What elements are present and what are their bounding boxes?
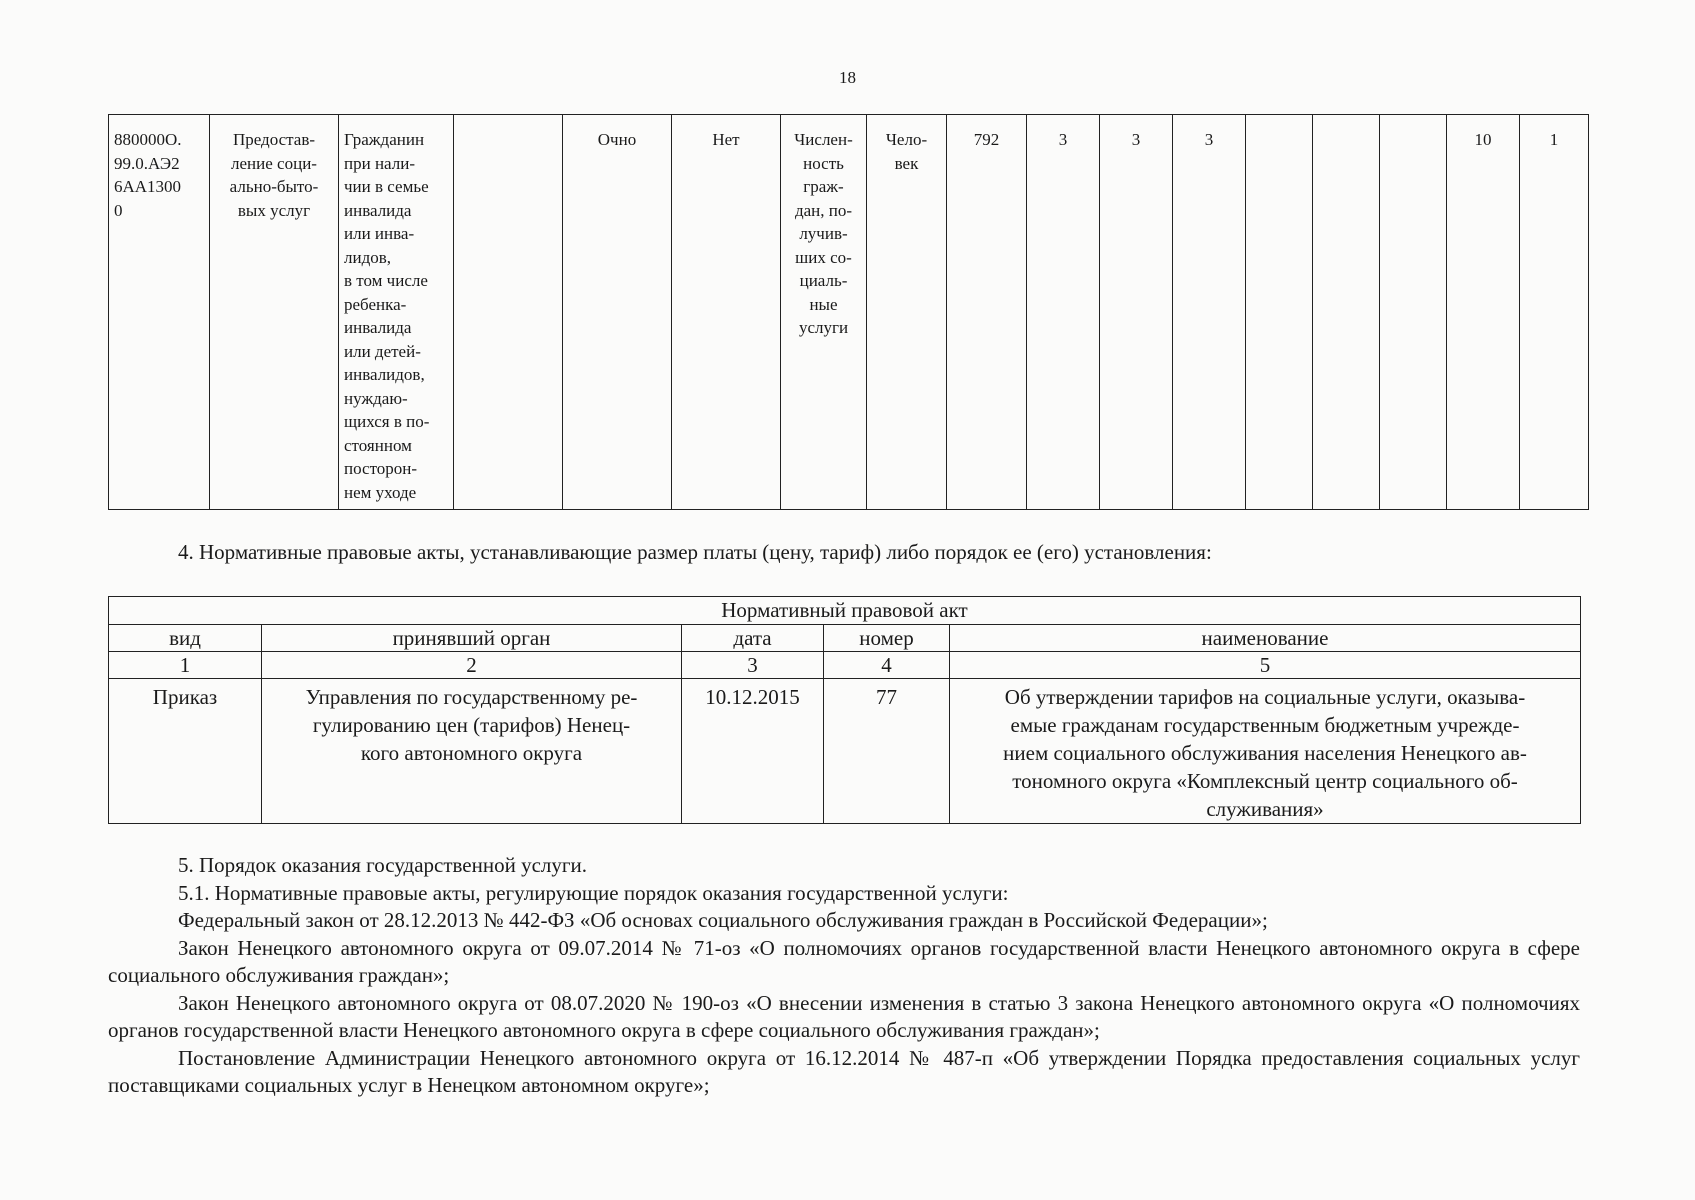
value-cell: 3 [1173, 115, 1246, 510]
recipient-category-cell: Гражданин при нали- чии в семье инвалида или инва- лидов, в том числе ребенка- инвалида или детей- инвалидов, нуждаю- щихся в по- стоянном посторон- нем уходе [339, 115, 454, 510]
value-cell [1246, 115, 1313, 510]
empty-cell [454, 115, 563, 510]
table-row [109, 115, 1589, 510]
table-row [109, 679, 1581, 824]
legal-act-paragraph: Закон Ненецкого автономного округа от 08.07.2020 № 190-оз «О внесении изменения в статью 3 закона Ненецкого автономного округа «О полномочиях органов государственной власти Ненецкого автономного округа в сфере социального обслуживания граждан»; [108, 990, 1580, 1042]
registry-code-cell: 880000О. 99.0.АЭ2 6АА1300 0 [109, 115, 210, 510]
value-cell: 3 [1027, 115, 1100, 510]
column-header: вид [109, 625, 262, 652]
legal-act-table [108, 596, 1581, 824]
column-header: номер [824, 625, 950, 652]
condition-cell: Нет [672, 115, 781, 510]
value-cell: 3 [1100, 115, 1173, 510]
table-title: Нормативный правовой акт [109, 597, 1581, 625]
unit-cell: Чело- век [867, 115, 947, 510]
act-date-cell: 10.12.2015 [682, 679, 824, 824]
service-indicators-table [108, 114, 1589, 510]
act-number-cell: 77 [824, 679, 950, 824]
act-name-cell: Об утверждении тарифов на социальные услуги, оказыва- емые гражданам государственным бюджетным учрежде- нием социального обслуживания населения Ненецкого ав- тономного округа «Комплексный центр социального об- служивания» [950, 679, 1581, 824]
table-row [109, 652, 1581, 679]
column-number: 5 [950, 652, 1581, 679]
column-number: 4 [824, 652, 950, 679]
column-header: наименование [950, 625, 1581, 652]
legal-act-paragraph: Закон Ненецкого автономного округа от 09.07.2014 № 71-оз «О полномочиях органов государственной власти Ненецкого автономного округа в сфере социального обслуживания граждан»; [108, 935, 1580, 987]
indicator-name-cell: Числен- ность граж- дан, по- лучив- ших со- циаль- ные услуги [781, 115, 867, 510]
section-5 [108, 852, 1580, 1100]
deviation-cell: 1 [1520, 115, 1589, 510]
deviation-cell: 10 [1447, 115, 1520, 510]
section-5-1-heading: 5.1. Нормативные правовые акты, регулирующие порядок оказания государственной услуги: [178, 880, 1009, 905]
column-number: 1 [109, 652, 262, 679]
legal-act-paragraph: Федеральный закон от 28.12.2013 № 442-ФЗ «Об основах социального обслуживания граждан в Российской Федерации»; [178, 908, 1268, 932]
legal-act-paragraph: Постановление Администрации Ненецкого автономного округа от 16.12.2014 № 487-п «Об утверждении Порядка предоставления социальных услуг поставщиками социальных услуг в Ненецком автономном округе»; [108, 1045, 1580, 1097]
value-cell [1380, 115, 1447, 510]
value-cell [1313, 115, 1380, 510]
act-body-cell: Управления по государственному ре- гулированию цен (тарифов) Ненец- кого автономного округа [262, 679, 682, 824]
form-cell: Очно [563, 115, 672, 510]
table-header-row [109, 625, 1581, 652]
column-header: дата [682, 625, 824, 652]
act-kind-cell: Приказ [109, 679, 262, 824]
table-row [109, 597, 1581, 625]
column-number: 2 [262, 652, 682, 679]
column-number: 3 [682, 652, 824, 679]
section-4-heading: 4. Нормативные правовые акты, устанавливающие размер платы (цену, тариф) либо порядок ее (его) установления: [178, 540, 1212, 564]
okei-code-cell: 792 [947, 115, 1027, 510]
section-5-heading: 5. Порядок оказания государственной услуги. [178, 853, 587, 877]
service-name-cell: Предостав- ление соци- ально-быто- вых услуг [210, 115, 339, 510]
page-number: 18 [839, 68, 856, 87]
column-header: принявший орган [262, 625, 682, 652]
